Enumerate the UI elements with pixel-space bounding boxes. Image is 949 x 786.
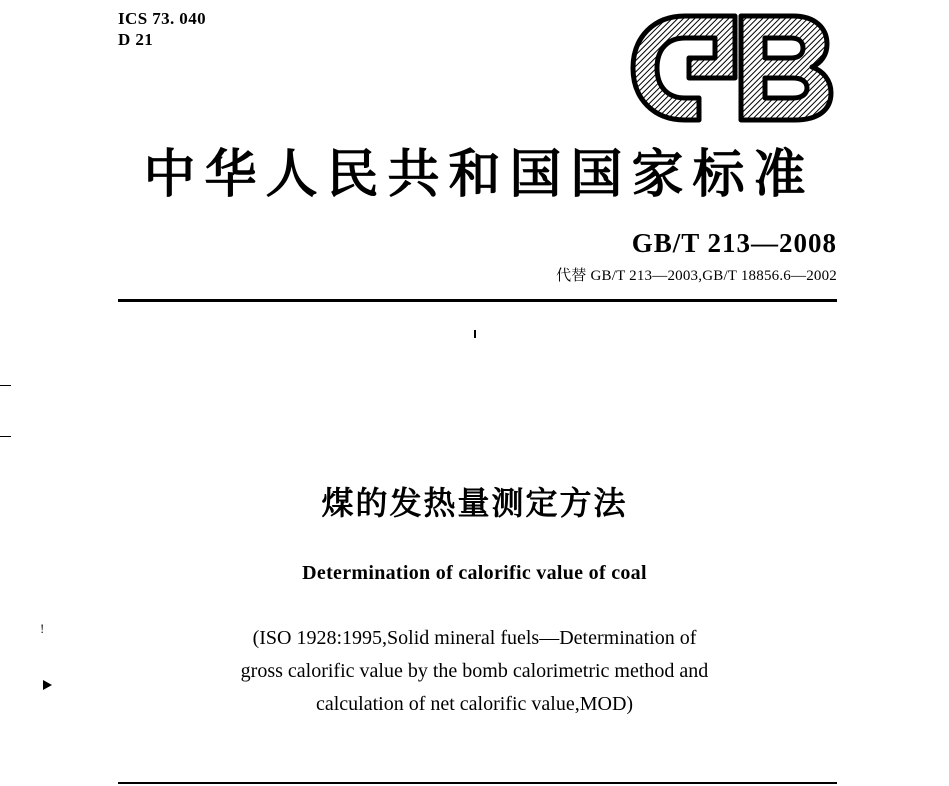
standard-number-block bbox=[556, 228, 837, 285]
margin-tick-upper bbox=[0, 385, 11, 386]
gb-emblem-icon bbox=[627, 12, 837, 124]
iso-correspondence-note bbox=[0, 622, 949, 721]
iso-note-line-3: calculation of net calorific value,MOD) bbox=[315, 693, 634, 715]
iso-note-line-2: gross calorific value by the bomb calorimetric method and bbox=[240, 660, 709, 682]
margin-annotation: ! bbox=[40, 621, 45, 636]
document-title-english: Determination of calorific value of coal bbox=[302, 562, 647, 584]
standard-replaces: 代替 GB/T 213—2003,GB/T 18856.6—2002 bbox=[556, 268, 837, 284]
margin-tick-lower bbox=[0, 436, 11, 437]
classification-code: D 21 bbox=[118, 30, 154, 50]
national-standard-title: 中华人民共和国国家标准 bbox=[143, 145, 815, 205]
center-registration-mark bbox=[474, 330, 476, 338]
footer-divider bbox=[118, 782, 837, 784]
standard-number: GB/T 213—2008 bbox=[631, 228, 837, 258]
iso-note-line-1: (ISO 1928:1995,Solid mineral fuels—Determination of bbox=[252, 627, 697, 649]
header-divider bbox=[118, 299, 837, 302]
ics-code: ICS 73. 040 bbox=[118, 9, 206, 28]
ics-block bbox=[118, 8, 206, 51]
document-title-chinese: 煤的发热量测定方法 bbox=[321, 484, 628, 522]
